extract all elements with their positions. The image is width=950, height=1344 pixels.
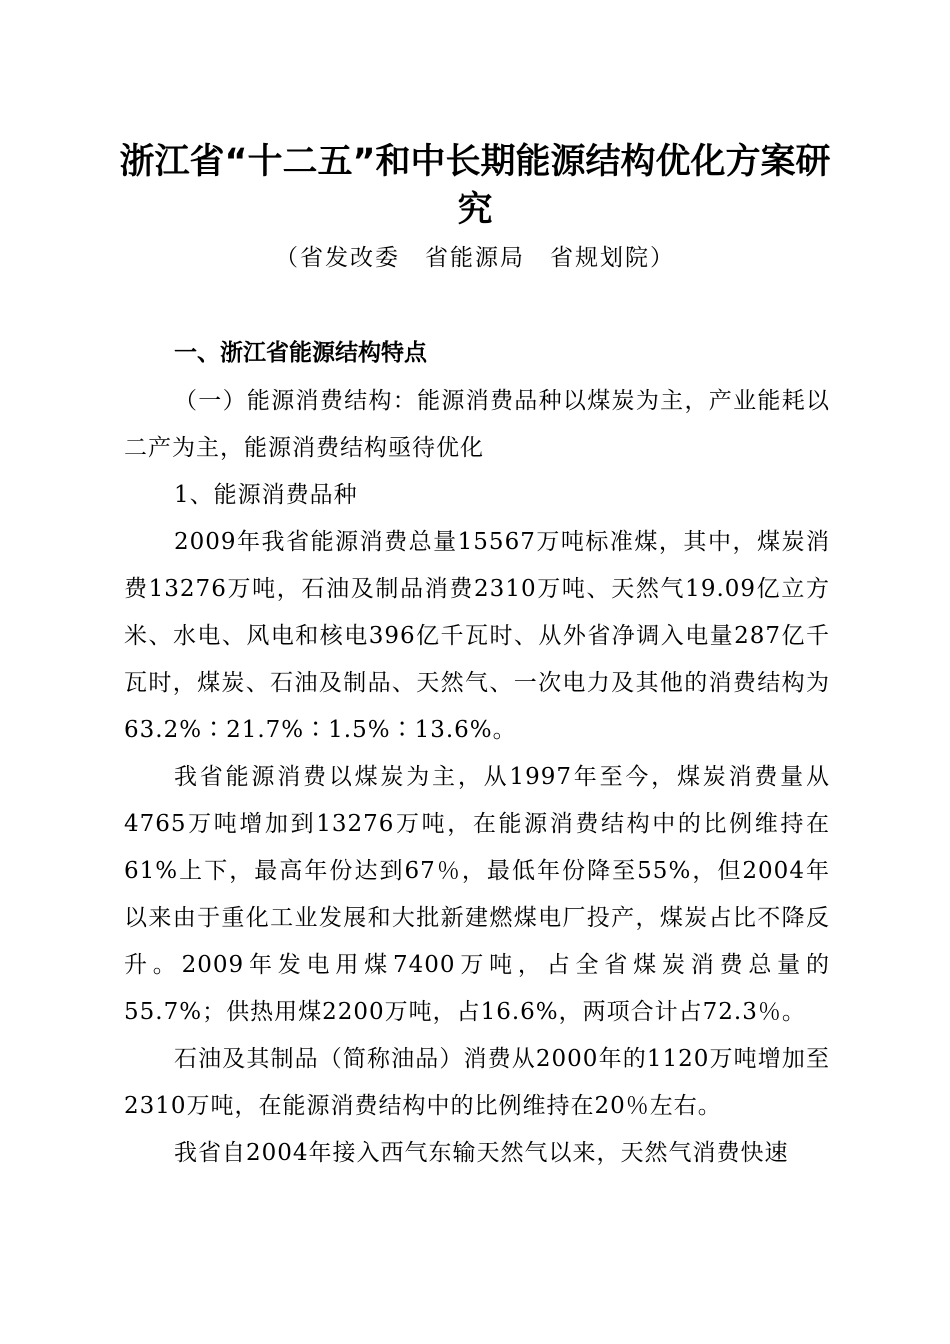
section-heading: 一、浙江省能源结构特点	[174, 340, 427, 366]
subsection-item-heading: 1、能源消费品种	[174, 482, 358, 508]
body-paragraph: 我省能源消费以煤炭为主，从1997年至今，煤炭消费量从4765万吨增加到13276万吨，在能源消费结构中的比例维持在61%上下，最高年份达到67％，最低年份降至55%，但2004年以来由于重化工业发展和大批新建燃煤电厂投产，煤炭占比不降反升。2009年发电用煤7400万吨，占全省煤炭消费总量的55.7%；供热用煤2200万吨，占16.6%，两项合计占72.3％。	[124, 764, 830, 1025]
body-paragraph: 石油及其制品（简称油品）消费从2000年的1120万吨增加至2310万吨，在能源消费结构中的比例维持在20％左右。	[124, 1046, 830, 1119]
body-paragraph: 我省自2004年接入西气东输天然气以来，天然气消费快速	[174, 1140, 789, 1166]
document-title: 浙江省“十二五”和中长期能源结构优化方案研究	[119, 142, 831, 230]
body-paragraph: 2009年我省能源消费总量15567万吨标准煤，其中，煤炭消费13276万吨，石油及制品消费2310万吨、天然气19.09亿立方米、水电、风电和核电396亿千瓦时、从外省净调入电量287亿千瓦时，煤炭、石油及制品、天然气、一次电力及其他的消费结构为63.2%∶21.7%∶1.5%∶13.6%。	[124, 529, 830, 743]
subsection-heading: （一）能源消费结构：能源消费品种以煤炭为主，产业能耗以二产为主，能源消费结构亟待优化	[124, 388, 830, 461]
document-authors: （省发改委 省能源局 省规划院）	[275, 245, 675, 271]
document-body	[124, 378, 830, 1177]
